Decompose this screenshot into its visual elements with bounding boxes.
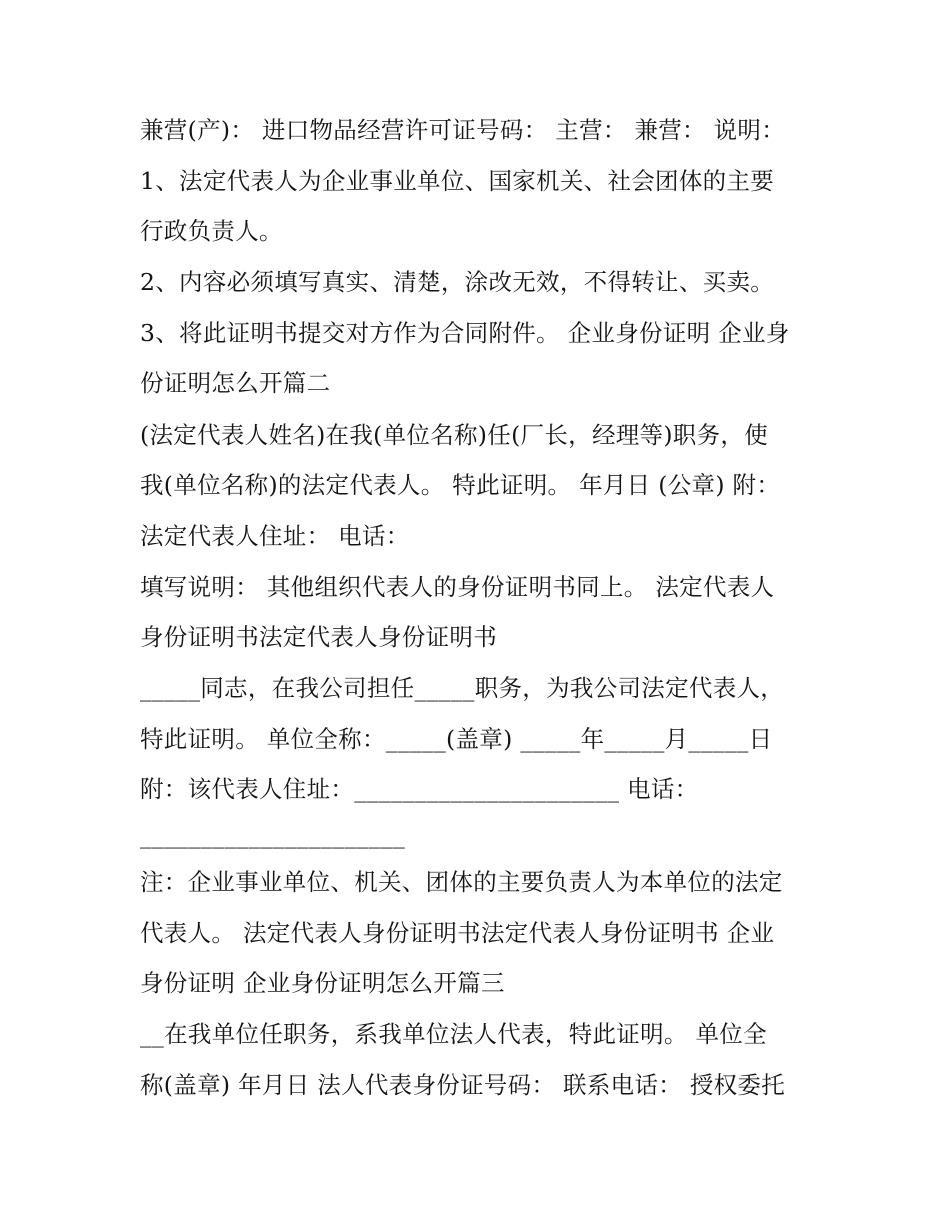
text-line: 特此证明。 单位全称：_____(盖章) _____年_____月_____日 [140,725,773,753]
text-line: 代表人。 法定代表人身份证明书法定代表人身份证明书 企业 [140,919,775,947]
text-line: 称(盖章) 年月日 法人代表身份证号码： 联系电话： 授权委托 [140,1071,786,1099]
text-line: (法定代表人姓名)在我(单位名称)任(厂长，经理等)职务，使 [140,421,769,449]
text-line: __在我单位任职务，系我单位法人代表，特此证明。 单位全 [140,1020,767,1048]
text-line: 填写说明： 其他组织代表人的身份证明书同上。 法定代表人 [140,573,775,601]
text-line: 份证明怎么开篇二 [140,369,331,397]
text-line: ______________________ [140,821,406,849]
text-line: 行政负责人。 [140,217,283,245]
text-line: 1、法定代表人为企业事业单位、国家机关、社会团体的主要 [140,167,775,195]
text-line: 法定代表人住址： 电话： [140,522,410,550]
text-line: 我(单位名称)的法定代表人。 特此证明。 年月日 (公章) 附： [140,471,781,499]
text-line: 附：该代表人住址：______________________ 电话： [140,775,699,803]
text-line: 身份证明书法定代表人身份证明书 [140,623,497,651]
text-line: 3、将此证明书提交对方作为合同附件。 企业身份证明 企业身 [140,319,790,347]
text-line: 2、内容必须填写真实、清楚，涂改无效，不得转让、买卖。 [140,268,775,296]
text-line: 身份证明 企业身份证明怎么开篇三 [140,969,505,997]
text-line: 注：企业事业单位、机关、团体的主要负责人为本单位的法定 [140,868,783,896]
text-line: _____同志，在我公司担任_____职务，为我公司法定代表人， [140,674,785,702]
text-line: 兼营(产)： 进口物品经营许可证号码： 主营： 兼营： 说明： [140,116,786,144]
